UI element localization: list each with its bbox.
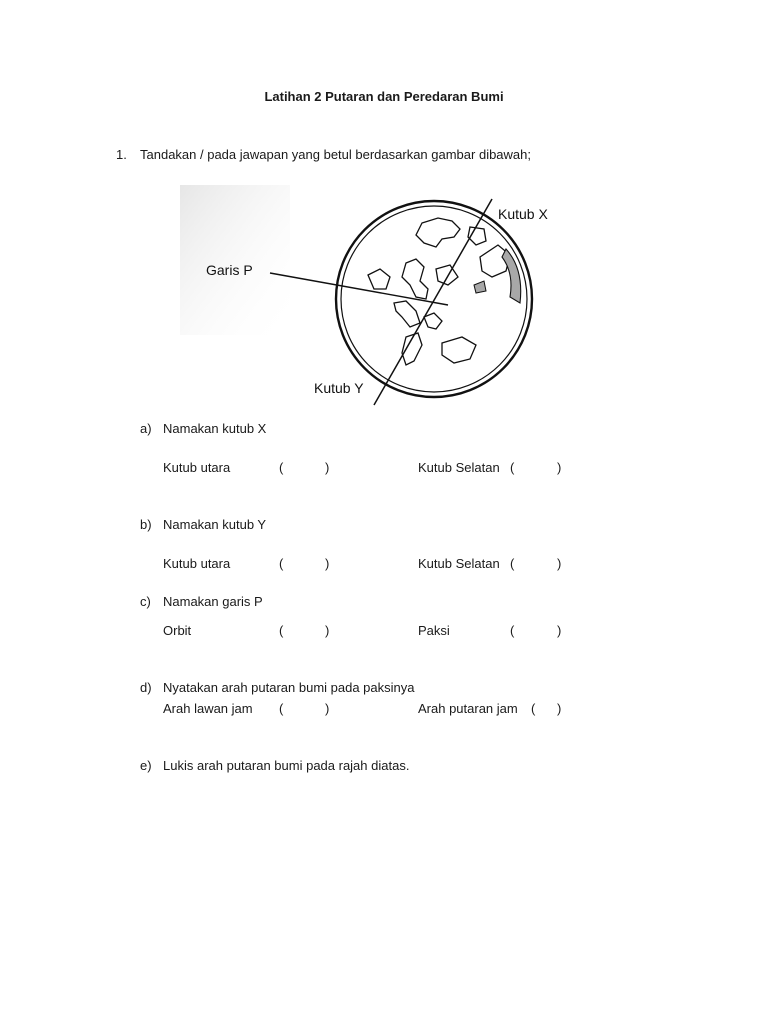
part-letter: e) — [140, 758, 152, 773]
option-label: Arah lawan jam — [163, 701, 253, 716]
part-question: Namakan garis P — [163, 594, 263, 609]
option-label: Kutub Selatan — [418, 556, 500, 571]
option-label: Arah putaran jam — [418, 701, 518, 716]
option-checkbox-close[interactable]: ) — [325, 701, 330, 716]
option-label: Kutub utara — [163, 556, 231, 571]
option-checkbox-open[interactable]: ( — [531, 701, 536, 716]
part-letter: a) — [140, 421, 152, 436]
option-label: Paksi — [418, 623, 450, 638]
part-letter: b) — [140, 517, 152, 532]
option-checkbox-open[interactable]: ( — [510, 556, 515, 571]
option-checkbox-open[interactable]: ( — [279, 556, 284, 571]
label-kutub-x: Kutub X — [498, 206, 548, 222]
label-kutub-y: Kutub Y — [314, 380, 364, 396]
option-checkbox-open[interactable]: ( — [510, 623, 515, 638]
option-checkbox-open[interactable]: ( — [279, 701, 284, 716]
scan-shading — [180, 185, 290, 335]
page-title: Latihan 2 Putaran dan Peredaran Bumi — [264, 89, 504, 104]
option-checkbox-close[interactable]: ) — [557, 460, 562, 475]
option-checkbox-close[interactable]: ) — [325, 460, 330, 475]
option-label: Kutub Selatan — [418, 460, 500, 475]
option-label: Kutub utara — [163, 460, 231, 475]
part-question: Namakan kutub X — [163, 421, 267, 436]
question-text: Tandakan / pada jawapan yang betul berdasarkan gambar dibawah; — [140, 147, 531, 162]
option-checkbox-open[interactable]: ( — [279, 623, 284, 638]
question-number: 1. — [116, 147, 127, 162]
option-checkbox-open[interactable]: ( — [279, 460, 284, 475]
option-checkbox-close[interactable]: ) — [557, 701, 562, 716]
label-garis-p: Garis P — [206, 262, 253, 278]
option-label: Orbit — [163, 623, 192, 638]
part-question: Nyatakan arah putaran bumi pada paksinya — [163, 680, 415, 695]
part-letter: d) — [140, 680, 152, 695]
option-checkbox-close[interactable]: ) — [325, 556, 330, 571]
part-letter: c) — [140, 594, 151, 609]
option-checkbox-close[interactable]: ) — [557, 556, 562, 571]
option-checkbox-close[interactable]: ) — [325, 623, 330, 638]
part-question: Namakan kutub Y — [163, 517, 267, 532]
option-checkbox-open[interactable]: ( — [510, 460, 515, 475]
part-question: Lukis arah putaran bumi pada rajah diatas. — [163, 758, 410, 773]
earth-diagram — [180, 185, 580, 410]
option-checkbox-close[interactable]: ) — [557, 623, 562, 638]
